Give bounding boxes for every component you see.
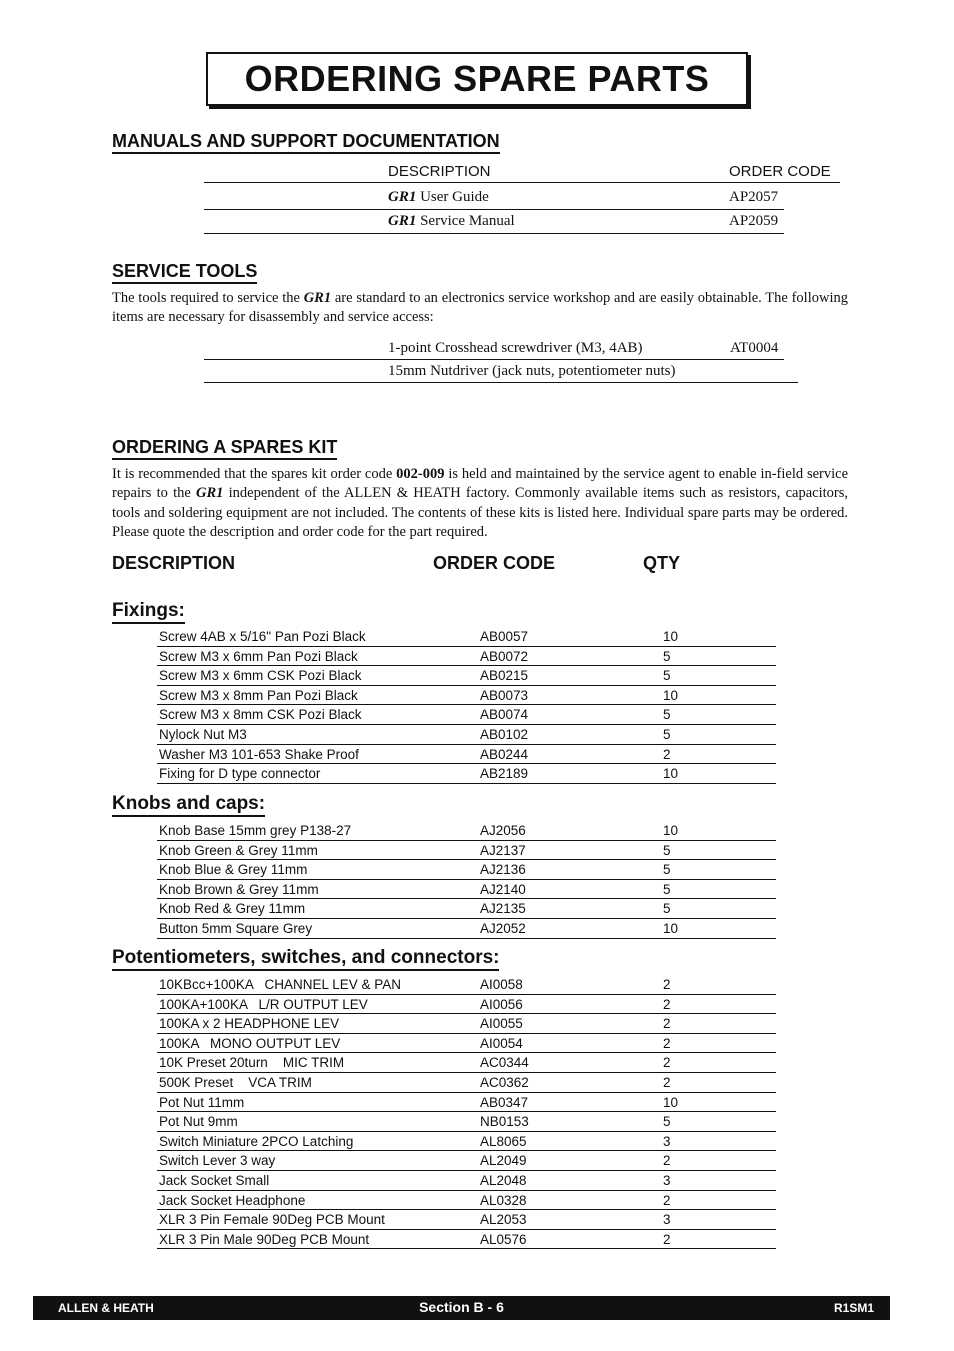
part-description: Knob Brown & Grey 11mm <box>159 881 319 897</box>
part-description: Screw M3 x 6mm Pan Pozi Black <box>159 648 358 664</box>
manuals-col-order-code: ORDER CODE <box>729 163 831 180</box>
part-qty: 3 <box>663 1172 671 1188</box>
manuals-heading: MANUALS AND SUPPORT DOCUMENTATION <box>112 131 500 154</box>
part-description: XLR 3 Pin Male 90Deg PCB Mount <box>159 1231 370 1247</box>
part-order-code: AJ2137 <box>480 842 526 858</box>
part-order-code: AI0055 <box>480 1016 523 1032</box>
part-qty: 2 <box>663 1055 671 1071</box>
part-description: XLR 3 Pin Female 90Deg PCB Mount <box>159 1212 385 1228</box>
part-description: Jack Socket Small <box>159 1172 270 1188</box>
part-order-code: AI0056 <box>480 996 523 1012</box>
part-row <box>157 666 776 686</box>
part-order-code: AL0576 <box>480 1231 527 1247</box>
part-description: Button 5mm Square Grey <box>159 920 313 936</box>
part-order-code: AB2189 <box>480 766 529 782</box>
manual-row <box>204 209 784 234</box>
part-description: 10K Preset 20turn MIC TRIM <box>159 1055 345 1071</box>
part-order-code: AJ2052 <box>480 920 526 936</box>
footer-company: ALLEN & HEATH <box>58 1301 154 1315</box>
part-qty: 10 <box>663 823 679 838</box>
part-row <box>157 1210 776 1230</box>
part-order-code: AC0362 <box>480 1074 529 1090</box>
part-row <box>157 725 776 745</box>
fixings-table <box>157 627 776 784</box>
manual-order-code: AP2059 <box>729 213 779 229</box>
part-order-code: AC0344 <box>480 1055 529 1071</box>
part-description: Knob Blue & Grey 11mm <box>159 862 308 878</box>
page-footer <box>33 1296 890 1320</box>
part-description: Jack Socket Headphone <box>159 1192 306 1208</box>
tool-item: 1-point Crosshead screwdriver (M3, 4AB) <box>388 340 643 356</box>
part-row <box>157 1132 776 1152</box>
part-description: Washer M3 101-653 Shake Proof <box>159 746 359 762</box>
manuals-header-rule <box>204 182 840 183</box>
part-row <box>157 1093 776 1113</box>
part-qty: 2 <box>663 1074 671 1090</box>
part-description: 100KA MONO OUTPUT LEV <box>159 1035 341 1051</box>
tool-item: 15mm Nutdriver (jack nuts, potentiometer nuts) <box>388 363 676 379</box>
part-qty: 2 <box>663 996 671 1012</box>
page-title-box <box>206 52 748 106</box>
part-qty: 2 <box>663 1016 671 1032</box>
part-description: Pot Nut 11mm <box>159 1094 245 1110</box>
part-qty: 5 <box>663 707 671 723</box>
part-order-code: AI0054 <box>480 1035 523 1051</box>
part-description: Pot Nut 9mm <box>159 1114 238 1130</box>
part-order-code: NB0153 <box>480 1114 529 1130</box>
tool-order-code: AT0004 <box>730 340 779 356</box>
part-qty: 10 <box>663 687 679 703</box>
part-row <box>157 1230 776 1250</box>
part-row <box>157 1034 776 1054</box>
part-order-code: AB0102 <box>480 726 529 742</box>
part-row <box>157 1191 776 1211</box>
part-row <box>157 1053 776 1073</box>
part-order-code: AL2053 <box>480 1212 527 1228</box>
tool-rule <box>204 382 798 383</box>
part-qty: 5 <box>663 901 671 917</box>
part-qty: 5 <box>663 881 671 897</box>
part-description: 500K Preset VCA TRIM <box>159 1074 312 1090</box>
part-order-code: AB0057 <box>480 629 529 644</box>
part-qty: 2 <box>663 977 671 992</box>
pots-heading: Potentiometers, switches, and connectors: <box>112 947 499 971</box>
part-qty: 10 <box>663 920 679 936</box>
part-description: 10KBcc+100KA CHANNEL LEV & PAN <box>159 977 401 992</box>
part-order-code: AJ2056 <box>480 823 526 838</box>
part-row <box>157 841 776 861</box>
part-row <box>157 995 776 1015</box>
part-qty: 3 <box>663 1133 671 1149</box>
part-description: Fixing for D type connector <box>159 766 321 782</box>
part-row <box>157 899 776 919</box>
part-qty: 5 <box>663 726 671 742</box>
part-order-code: AJ2140 <box>480 881 526 897</box>
part-qty: 2 <box>663 1153 671 1169</box>
knobs-heading: Knobs and caps: <box>112 793 265 817</box>
part-row <box>157 745 776 765</box>
part-row <box>157 1171 776 1191</box>
part-order-code: AB0347 <box>480 1094 529 1110</box>
part-qty: 5 <box>663 1114 671 1130</box>
part-order-code: AJ2136 <box>480 862 526 878</box>
part-row <box>157 919 776 939</box>
part-qty: 2 <box>663 1035 671 1051</box>
part-order-code: AJ2135 <box>480 901 526 917</box>
part-qty: 2 <box>663 1192 671 1208</box>
page-title: ORDERING SPARE PARTS <box>244 58 710 99</box>
part-row <box>157 975 776 995</box>
col-qty: QTY <box>643 553 681 573</box>
part-qty: 5 <box>663 648 671 664</box>
part-description: 100KA+100KA L/R OUTPUT LEV <box>159 996 368 1012</box>
footer-doc-code: R1SM1 <box>833 1301 874 1315</box>
service-tools-heading: SERVICE TOOLS <box>112 261 257 284</box>
part-qty: 5 <box>663 842 671 858</box>
part-qty: 2 <box>663 1231 671 1247</box>
part-description: 100KA x 2 HEADPHONE LEV <box>159 1016 340 1032</box>
manuals-col-description: DESCRIPTION <box>388 163 491 180</box>
manual-row <box>204 185 784 210</box>
part-qty: 5 <box>663 668 671 684</box>
part-qty: 10 <box>663 1094 679 1110</box>
manual-description: GR1 Service Manual <box>388 213 515 229</box>
part-qty: 10 <box>663 629 679 644</box>
part-row <box>157 1112 776 1132</box>
spares-kit-paragraph: It is recommended that the spares kit order code 002-009 is held and maintained by the service agent to enable in-field service repairs to the GR1 independent of the ALLEN & HEATH factory. Commonly available items such as resistors, capacitors, tools and soldering equipment are not included. The contents of these kits is listed here. Individual spare parts may be ordered. Please quote the description and order code for the part required. <box>112 466 849 541</box>
part-description: Screw M3 x 6mm CSK Pozi Black <box>159 668 362 684</box>
part-order-code: AB0244 <box>480 746 529 762</box>
tool-rule <box>204 359 784 360</box>
part-row <box>157 880 776 900</box>
part-order-code: AB0073 <box>480 687 529 703</box>
part-row <box>157 627 776 647</box>
part-description: Switch Lever 3 way <box>159 1153 276 1169</box>
part-description: Knob Green & Grey 11mm <box>159 842 318 858</box>
manual-description: GR1 User Guide <box>388 189 489 205</box>
part-row <box>157 860 776 880</box>
part-row <box>157 764 776 784</box>
spares-kit-heading: ORDERING A SPARES KIT <box>112 437 337 460</box>
part-description: Knob Base 15mm grey P138-27 <box>159 823 352 838</box>
part-description: Nylock Nut M3 <box>159 726 247 742</box>
col-order-code: ORDER CODE <box>433 553 556 573</box>
part-order-code: AL2048 <box>480 1172 527 1188</box>
fixings-heading: Fixings: <box>112 600 185 624</box>
part-qty: 3 <box>663 1212 671 1228</box>
part-qty: 5 <box>663 862 671 878</box>
part-description: Screw M3 x 8mm CSK Pozi Black <box>159 707 362 723</box>
part-order-code: AB0072 <box>480 648 529 664</box>
pots-table <box>157 975 776 1249</box>
part-order-code: AL8065 <box>480 1133 527 1149</box>
part-qty: 10 <box>663 766 679 782</box>
part-order-code: AL0328 <box>480 1192 527 1208</box>
part-description: Switch Miniature 2PCO Latching <box>159 1133 354 1149</box>
manual-order-code: AP2057 <box>729 189 779 205</box>
knobs-table <box>157 821 776 939</box>
part-row <box>157 647 776 667</box>
part-order-code: AL2049 <box>480 1153 527 1169</box>
part-row <box>157 1073 776 1093</box>
part-row <box>157 821 776 841</box>
footer-section: Section B - 6 <box>419 1299 504 1315</box>
part-row <box>157 686 776 706</box>
part-description: Knob Red & Grey 11mm <box>159 901 306 917</box>
part-order-code: AB0215 <box>480 668 529 684</box>
part-order-code: AI0058 <box>480 977 523 992</box>
part-row <box>157 705 776 725</box>
part-order-code: AB0074 <box>480 707 529 723</box>
part-row <box>157 1014 776 1034</box>
part-description: Screw M3 x 8mm Pan Pozi Black <box>159 687 358 703</box>
part-qty: 2 <box>663 746 671 762</box>
service-tools-intro: The tools required to service the GR1 are standard to an electronics service workshop and are easily obtainable. The following items are necessary for disassembly and service access: <box>112 290 848 326</box>
part-description: Screw 4AB x 5/16" Pan Pozi Black <box>159 629 366 644</box>
part-row <box>157 1151 776 1171</box>
col-description: DESCRIPTION <box>112 553 236 573</box>
